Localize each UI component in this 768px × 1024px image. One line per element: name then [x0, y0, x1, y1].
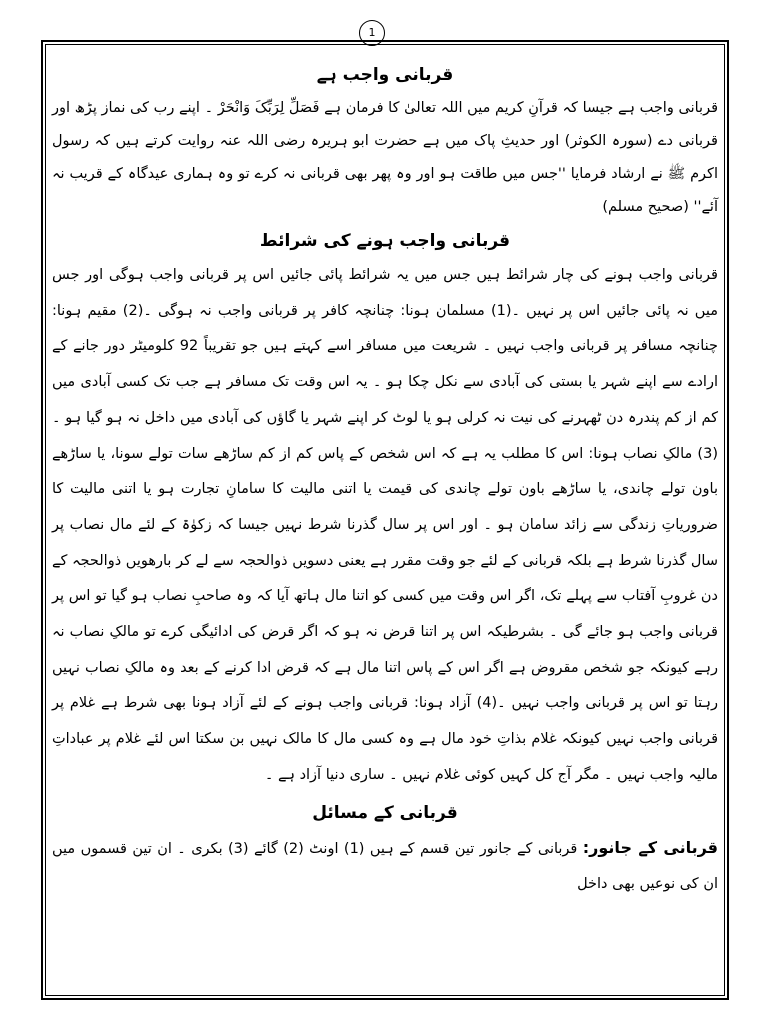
section-body-conditions: قربانی واجب ہونے کی چار شرائط ہیں جس میں یہ شرائط پائی جائیں اس پر قربانی واجب ہوگی اور جس میں نہ پائی جائیں اس پر نہیں ۔(1) مسلمان ہونا: چنانچہ کافر پر قربانی واجب نہ ہوگی ۔(2) مقیم ہونا: چنانچہ مسافر پر قربانی واجب نہیں ۔ شریعت میں مسافر اسے کہتے ہیں جو تقریباً 92 کلومیٹر دور جانے کے ارادے سے اپنے شہر یا بستی کی آبادی سے نکل چکا ہو ۔ یہ اس وقت تک مسافر ہے جب تک کسی آبادی میں کم از کم پندرہ دن ٹھہرنے کی نیت نہ کرلی ہو یا لوٹ کر اپنے شہر یا گاؤں کی آبادی میں داخل نہ ہو گیا ہو ۔(3) مالکِ نصاب ہونا: اس کا مطلب یہ ہے کہ اس شخص کے پاس کم از کم ساڑھے سات تولے سونا، یا ساڑھے باون تولے چاندی، یا ساڑھے باون تولے چاندی کی قیمت یا اتنی مالیت کا سامانِ تجارت ہو یا اتنی مالیت کا ضروریاتِ زندگی سے زائد سامان ہو ۔ اور اس پر سال گذرنا شرط نہیں جیسا کہ زکوٰۃ کے لئے مال نصاب پر سال گذرنا شرط ہے بلکہ قربانی کے لئے جو وقت مقرر ہے یعنی دسویں ذوالحجہ سے لے کر بارھویں ذوالحجہ کے دن غروبِ آفتاب سے پہلے تک، اگر اس وقت میں کسی کو اتنا مال ہاتھ آیا کہ وہ صاحبِ نصاب ہو گیا تو اس پر قربانی واجب ہو جائے گی ۔ بشرطیکہ اس پر اتنا قرض نہ ہو کہ اگر قرض کی ادائیگی کرے تو مالکِ نصاب نہ رہے کیونکہ جو شخص مقروض ہے اگر اس کے پاس اتنا مال ہے کہ قرض ادا کرنے کے بعد وہ مالکِ نصاب نہیں رہتا تو اس پر قربانی واجب نہیں ۔(4) آزاد ہونا: قربانی واجب ہونے کے لئے آزاد ہونا بھی شرط ہے غلام پر قربانی واجب نہیں کیونکہ غلام بذاتِ خود مال ہے وہ کسی مال کا مالک نہیں بن سکتا اس لئے غلام پر عباداتِ مالیہ واجب نہیں ۔ مگر آج کل کہیں کوئی غلام نہیں ۔ ساری دنیا آزاد ہے ۔ [52, 267, 718, 783]
section-heading-conditions: قربانی واجب ہونے کی شرائط [259, 231, 511, 251]
section-body-masail [52, 830, 718, 903]
section-body-qurbani-wajib: قربانی واجب ہے جیسا کہ قرآنِ کریم میں اللہ تعالیٰ کا فرمان ہے فَصَلِّ لِرَبِّکَ وَانْحَرْ ۔ اپنے رب کی نماز پڑھ اور قربانی دے (سورہ الکوثر) اور حدیثِ پاک میں ہے حضرت ابو ہریرہ رضی اللہ عنہ روایت کرتے ہیں کہ رسول اکرم ﷺ نے ارشاد فرمایا ''جس میں طاقت ہو اور وہ پھر بھی قربانی نہ کرے تو وہ ہماری عیدگاہ کے قریب نہ آئے'' (صحیح مسلم) [52, 100, 718, 215]
masail-text: قربانی کے جانور تین قسم کے ہیں (1) اونٹ (2) گائے (3) بکری ۔ ان تین قسموں میں ان کی نوعیں بھی داخل [52, 840, 718, 893]
lead-term-animals: قربانی کے جانور: [582, 837, 719, 857]
page-number: 1 [359, 20, 385, 46]
document-body [52, 58, 718, 903]
section-heading-qurbani-wajib: قربانی واجب ہے [316, 65, 454, 85]
section-heading-masail: قربانی کے مسائل [312, 802, 458, 823]
